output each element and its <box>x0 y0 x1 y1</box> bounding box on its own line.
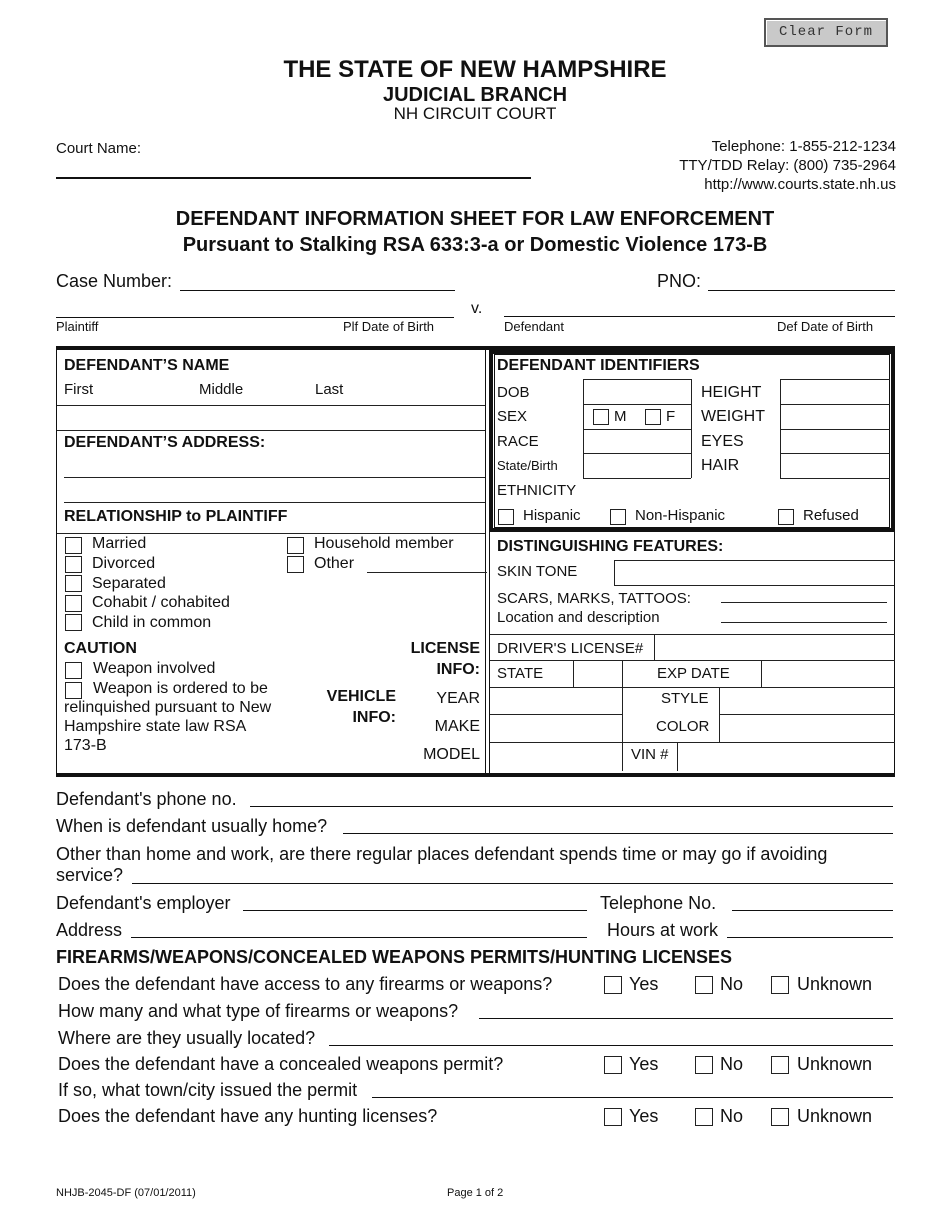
color-field[interactable] <box>721 716 894 741</box>
hunting-no-label: No <box>720 1106 744 1126</box>
weight-field[interactable] <box>782 406 888 428</box>
exp-date-field[interactable] <box>763 662 894 685</box>
versus: v. <box>471 300 483 317</box>
style-field[interactable] <box>721 689 894 713</box>
vin-label: VIN # <box>631 746 669 763</box>
hunting-label: Does the defendant have any hunting licenses? <box>58 1106 438 1126</box>
case-number-label: Case Number: <box>56 271 173 291</box>
model-label: MODEL <box>423 746 480 763</box>
height-field[interactable] <box>782 381 888 403</box>
where-label: Where are they usually located? <box>58 1028 316 1048</box>
license-info-label-2: INFO: <box>436 661 480 678</box>
hispanic-label: Hispanic <box>523 507 581 524</box>
access-no-label: No <box>720 974 744 994</box>
scars-field-1[interactable] <box>721 602 887 603</box>
separated-label: Separated <box>92 575 166 592</box>
address-label: Address <box>56 920 123 940</box>
form-title: DEFENDANT INFORMATION SHEET FOR LAW ENFORCEMENT <box>175 208 775 230</box>
vin-field[interactable] <box>679 744 894 770</box>
hours-label: Hours at work <box>607 920 719 940</box>
court-tty: TTY/TDD Relay: (800) 735-2964 <box>679 157 896 174</box>
features-header: DISTINGUISHING FEATURES: <box>497 538 724 555</box>
employer-address-field[interactable] <box>131 937 587 938</box>
cohabit-checkbox[interactable] <box>65 595 82 612</box>
hunting-yes-checkbox[interactable] <box>604 1108 622 1126</box>
branch-title: JUDICIAL BRANCH <box>382 84 568 106</box>
year-label: YEAR <box>436 690 480 707</box>
eyes-field[interactable] <box>782 431 888 452</box>
dob-field[interactable] <box>585 381 689 403</box>
eyes-label: EYES <box>701 433 744 450</box>
other-places-field[interactable] <box>132 883 893 884</box>
defendant-address-header: DEFENDANT’S ADDRESS: <box>64 434 266 451</box>
concealed-yes-label: Yes <box>629 1054 659 1074</box>
access-no-checkbox[interactable] <box>695 976 713 994</box>
hunting-no-checkbox[interactable] <box>695 1108 713 1126</box>
page-number: Page 1 of 2 <box>447 1187 504 1199</box>
access-yes-checkbox[interactable] <box>604 976 622 994</box>
concealed-label: Does the defendant have a concealed weapons permit? <box>58 1054 504 1074</box>
other-label: Other <box>314 555 355 572</box>
state-title: THE STATE OF NEW HAMPSHIRE <box>283 56 667 83</box>
other-field[interactable] <box>367 572 487 573</box>
caution-header: CAUTION <box>64 640 137 657</box>
sex-label: SEX <box>497 408 528 425</box>
weapon-ordered-label-3: Hampshire state law RSA <box>64 718 247 735</box>
dob-label: DOB <box>497 384 530 401</box>
last-name-label: Last <box>315 381 344 398</box>
refused-checkbox[interactable] <box>778 509 794 525</box>
form-id: NHJB-2045-DF (07/01/2011) <box>56 1187 196 1199</box>
plaintiff-field[interactable] <box>56 317 454 318</box>
hours-field[interactable] <box>727 937 893 938</box>
form-subtitle: Pursuant to Stalking RSA 633:3-a or Domestic Violence 173-B <box>182 234 768 256</box>
other-places-label-2: service? <box>56 865 124 885</box>
case-number-field[interactable] <box>180 290 455 291</box>
defendant-label: Defendant <box>504 319 564 334</box>
employer-phone-field[interactable] <box>732 910 893 911</box>
address-line-2[interactable] <box>64 502 485 503</box>
concealed-unknown-label: Unknown <box>797 1054 873 1074</box>
vehicle-year-field[interactable] <box>492 689 620 713</box>
access-unknown-checkbox[interactable] <box>771 976 789 994</box>
where-field[interactable] <box>329 1045 893 1046</box>
race-label: RACE <box>497 433 539 450</box>
hunting-yes-label: Yes <box>629 1106 659 1126</box>
make-label: MAKE <box>434 718 480 735</box>
non-hispanic-label: Non-Hispanic <box>635 507 726 524</box>
def-dob-label: Def Date of Birth <box>777 319 874 334</box>
license-state-field[interactable] <box>575 662 621 685</box>
skin-tone-field[interactable] <box>614 560 894 586</box>
defendant-name-field[interactable] <box>60 407 480 429</box>
pno-label: PNO: <box>657 271 702 291</box>
weapon-ordered-label: Weapon is ordered to be <box>93 680 268 697</box>
weapon-ordered-label-2: relinquished pursuant to New <box>64 699 272 716</box>
refused-label: Refused <box>803 507 859 524</box>
court-name-field[interactable] <box>56 177 531 179</box>
court-url[interactable]: http://www.courts.state.nh.us <box>704 176 896 193</box>
other-checkbox[interactable] <box>287 556 304 573</box>
sex-m-checkbox[interactable] <box>593 409 609 425</box>
color-label: COLOR <box>656 718 710 735</box>
hunting-unknown-checkbox[interactable] <box>771 1108 789 1126</box>
exp-date-label: EXP DATE <box>657 665 730 682</box>
divorced-checkbox[interactable] <box>65 556 82 573</box>
other-places-label: Other than home and work, are there regular places defendant spends time or may go if avoiding <box>56 844 828 864</box>
vehicle-model-field[interactable] <box>492 744 620 770</box>
separated-checkbox[interactable] <box>65 575 82 592</box>
state-birth-field[interactable] <box>585 455 689 477</box>
hair-label: HAIR <box>701 457 740 474</box>
identifiers-header: DEFENDANT IDENTIFIERS <box>497 357 700 374</box>
home-field[interactable] <box>343 833 893 834</box>
household-label: Household member <box>314 535 454 552</box>
concealed-unknown-checkbox[interactable] <box>771 1056 789 1074</box>
concealed-no-checkbox[interactable] <box>695 1056 713 1074</box>
access-yes-label: Yes <box>629 974 659 994</box>
court-title: NH CIRCUIT COURT <box>393 104 557 123</box>
access-label: Does the defendant have access to any firearms or weapons? <box>58 974 553 994</box>
address-line-1[interactable] <box>64 477 485 478</box>
employer-label: Defendant's employer <box>56 893 231 913</box>
divorced-label: Divorced <box>92 555 156 572</box>
first-name-label: First <box>64 381 94 398</box>
married-checkbox[interactable] <box>65 537 82 554</box>
pno-field[interactable] <box>708 290 895 291</box>
weapon-ordered-label-4: 173-B <box>64 737 107 754</box>
plaintiff-label: Plaintiff <box>56 319 99 334</box>
defendant-name-header: DEFENDANT’S NAME <box>64 357 230 374</box>
home-label: When is defendant usually home? <box>56 816 328 836</box>
sex-f-label: F <box>666 408 676 425</box>
ethnicity-label: ETHNICITY <box>497 482 577 499</box>
scars-label: SCARS, MARKS, TATTOOS: <box>497 590 691 607</box>
vehicle-info-label-2: INFO: <box>352 709 396 726</box>
employer-field[interactable] <box>243 910 587 911</box>
cohabit-label: Cohabit / cohabited <box>92 594 230 611</box>
hair-field[interactable] <box>782 455 888 477</box>
phone-field[interactable] <box>250 806 893 807</box>
concealed-no-label: No <box>720 1054 744 1074</box>
child-checkbox[interactable] <box>65 614 82 631</box>
vehicle-make-field[interactable] <box>492 716 620 741</box>
location-label: Location and description <box>497 609 660 626</box>
how-many-field[interactable] <box>479 1018 893 1019</box>
skin-tone-label: SKIN TONE <box>497 563 578 580</box>
household-checkbox[interactable] <box>287 537 304 554</box>
plf-dob-label: Plf Date of Birth <box>343 319 435 334</box>
phone-label: Defendant's phone no. <box>56 789 237 809</box>
town-field[interactable] <box>372 1097 893 1098</box>
weight-label: WEIGHT <box>701 408 765 425</box>
drivers-license-label: DRIVER'S LICENSE# <box>497 640 644 657</box>
license-info-label: LICENSE <box>410 640 480 657</box>
height-label: HEIGHT <box>701 384 762 401</box>
weapon-involved-checkbox[interactable] <box>65 662 82 679</box>
sex-m-label: M <box>614 408 627 425</box>
vehicle-info-label: VEHICLE <box>326 688 396 705</box>
weapon-involved-label: Weapon involved <box>93 660 216 677</box>
race-field[interactable] <box>585 431 689 452</box>
hunting-unknown-label: Unknown <box>797 1106 873 1126</box>
town-label: If so, what town/city issued the permit <box>58 1080 358 1100</box>
drivers-license-field[interactable] <box>656 636 894 659</box>
employer-phone-label: Telephone No. <box>600 893 717 913</box>
style-label: STYLE <box>661 690 709 707</box>
clear-form-button[interactable]: Clear Form <box>764 18 888 47</box>
middle-name-label: Middle <box>199 381 244 398</box>
child-label: Child in common <box>92 614 212 631</box>
relationship-header: RELATIONSHIP to PLAINTIFF <box>64 508 288 525</box>
defendant-field[interactable] <box>504 316 895 317</box>
scars-field-2[interactable] <box>721 622 887 623</box>
firearms-header: FIREARMS/WEAPONS/CONCEALED WEAPONS PERMITS/HUNTING LICENSES <box>56 947 733 967</box>
court-name-label: Court Name: <box>56 140 142 157</box>
state-birth-label: State/Birth <box>497 458 558 473</box>
sex-f-checkbox[interactable] <box>645 409 661 425</box>
license-state-label: STATE <box>497 665 544 682</box>
access-unknown-label: Unknown <box>797 974 873 994</box>
non-hispanic-checkbox[interactable] <box>610 509 626 525</box>
how-many-label: How many and what type of firearms or weapons? <box>58 1001 459 1021</box>
weapon-ordered-checkbox[interactable] <box>65 682 82 699</box>
concealed-yes-checkbox[interactable] <box>604 1056 622 1074</box>
court-telephone: Telephone: 1-855-212-1234 <box>711 138 896 155</box>
married-label: Married <box>92 535 147 552</box>
hispanic-checkbox[interactable] <box>498 509 514 525</box>
